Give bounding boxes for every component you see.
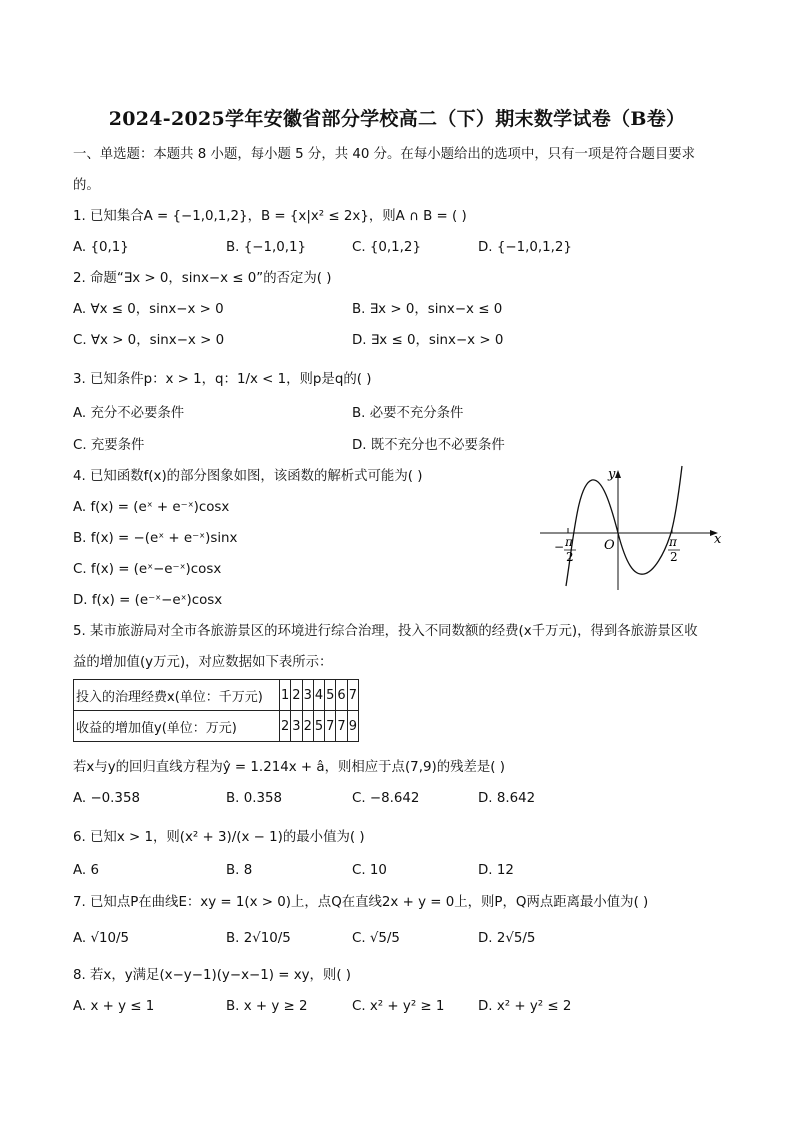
- function-graph: [536, 462, 726, 594]
- q8-option-a: A. x + y ≤ 1: [73, 999, 155, 1014]
- table-cell: 2: [302, 711, 313, 742]
- question-5-stem-2: 益的增加值(y万元)，对应数据如下表所示：: [73, 655, 333, 670]
- q2-option-d: D. ∃x ≤ 0，sinx−x > 0: [352, 333, 504, 348]
- y-axis-label: y: [608, 467, 616, 482]
- section-heading: 一、单选题：本题共 8 小题，每小题 5 分，共 40 分。在每小题给出的选项中，只有一项是符合题目要求: [73, 147, 696, 162]
- q4-option-a: A. f(x) = (eˣ + e⁻ˣ)cosx: [73, 500, 230, 515]
- question-8-stem: 8. 若x，y满足(x−y−1)(y−x−1) = xy，则( ): [73, 968, 352, 983]
- left-tick-denominator: 2: [566, 550, 574, 564]
- y-axis-arrow: [615, 470, 621, 478]
- q7-option-a: A. √10/5: [73, 931, 130, 946]
- q7-option-d: D. 2√5/5: [478, 931, 536, 946]
- left-tick-numerator: π: [565, 535, 573, 549]
- q5-option-b: B. 0.358: [226, 791, 283, 806]
- table-cell: 5: [325, 680, 336, 711]
- q4-option-b: B. f(x) = −(eˣ + e⁻ˣ)sinx: [73, 531, 238, 546]
- origin-label: O: [604, 538, 615, 553]
- table-cell: 7: [347, 680, 358, 711]
- table-cell: 9: [347, 711, 358, 742]
- right-tick-numerator: π: [669, 535, 677, 549]
- q3-option-a: A. 充分不必要条件: [73, 406, 185, 421]
- q6-option-c: C. 10: [352, 863, 387, 878]
- q5-option-a: A. −0.358: [73, 791, 140, 806]
- q4-option-c: C. f(x) = (eˣ−e⁻ˣ)cosx: [73, 562, 222, 577]
- question-5-stem-1: 5. 某市旅游局对全市各旅游景区的环境进行综合治理，投入不同数额的经费(x千万元)，得到各旅游景区收: [73, 624, 698, 639]
- q6-option-a: A. 6: [73, 863, 99, 878]
- table-cell: 7: [325, 711, 336, 742]
- table-cell: 2: [280, 711, 291, 742]
- table-cell: 3: [291, 711, 302, 742]
- page-title: 2024-2025学年安徽省部分学校高二（下）期末数学试卷（B卷）: [108, 108, 686, 130]
- function-curve: [566, 466, 682, 586]
- question-5-stem-3: 若x与y的回归直线方程为ŷ = 1.214x + â，则相应于点(7,9)的残差是( ): [73, 760, 505, 775]
- q8-option-b: B. x + y ≥ 2: [226, 999, 308, 1014]
- q7-option-c: C. √5/5: [352, 931, 400, 946]
- q1-option-a: A. {0,1}: [73, 240, 129, 255]
- left-tick-minus: −: [554, 540, 565, 554]
- right-tick-denominator: 2: [670, 550, 678, 564]
- x-axis-label: x: [714, 532, 722, 547]
- q4-option-d: D. f(x) = (e⁻ˣ−eˣ)cosx: [73, 593, 223, 608]
- table-cell: 4: [313, 680, 324, 711]
- q5-option-c: C. −8.642: [352, 791, 420, 806]
- q6-option-b: B. 8: [226, 863, 253, 878]
- table-cell: 7: [336, 711, 347, 742]
- question-3-stem: 3. 已知条件p：x > 1，q：1/x < 1，则p是q的( ): [73, 372, 372, 387]
- q3-option-b: B. 必要不充分条件: [352, 406, 464, 421]
- question-1-stem: 1. 已知集合A = {−1,0,1,2}，B = {x|x² ≤ 2x}，则A ∩ B = ( ): [73, 209, 467, 224]
- q3-option-d: D. 既不充分也不必要条件: [352, 438, 505, 453]
- question-7-stem: 7. 已知点P在曲线E：xy = 1(x > 0)上，点Q在直线2x + y = 0上，则P，Q两点距离最小值为( ): [73, 895, 649, 910]
- q8-option-d: D. x² + y² ≤ 2: [478, 999, 572, 1014]
- q5-option-d: D. 8.642: [478, 791, 536, 806]
- q2-option-c: C. ∀x > 0，sinx−x > 0: [73, 333, 225, 348]
- q2-option-a: A. ∀x ≤ 0，sinx−x > 0: [73, 302, 224, 317]
- q1-option-d: D. {−1,0,1,2}: [478, 240, 572, 255]
- table-cell: 6: [336, 680, 347, 711]
- q3-option-c: C. 充要条件: [73, 438, 145, 453]
- table-row: [74, 680, 359, 711]
- table-cell: 1: [280, 680, 291, 711]
- table-row: [74, 711, 359, 742]
- row-label: 投入的治理经费x(单位：千万元): [74, 680, 280, 711]
- question-2-stem: 2. 命题“∃x > 0，sinx−x ≤ 0”的否定为( ): [73, 271, 332, 286]
- section-heading-cont: 的。: [73, 178, 100, 193]
- q1-option-c: C. {0,1,2}: [352, 240, 421, 255]
- question-4-stem: 4. 已知函数f(x)的部分图象如图，该函数的解析式可能为( ): [73, 469, 423, 484]
- row-label: 收益的增加值y(单位：万元): [74, 711, 280, 742]
- question-6-stem: 6. 已知x > 1，则(x² + 3)/(x − 1)的最小值为( ): [73, 830, 365, 845]
- q2-option-b: B. ∃x > 0，sinx−x ≤ 0: [352, 302, 503, 317]
- table-cell: 5: [313, 711, 324, 742]
- data-table: [73, 679, 359, 742]
- table-cell: 3: [302, 680, 313, 711]
- table-cell: 2: [291, 680, 302, 711]
- q7-option-b: B. 2√10/5: [226, 931, 291, 946]
- q8-option-c: C. x² + y² ≥ 1: [352, 999, 445, 1014]
- q1-option-b: B. {−1,0,1}: [226, 240, 307, 255]
- q6-option-d: D. 12: [478, 863, 514, 878]
